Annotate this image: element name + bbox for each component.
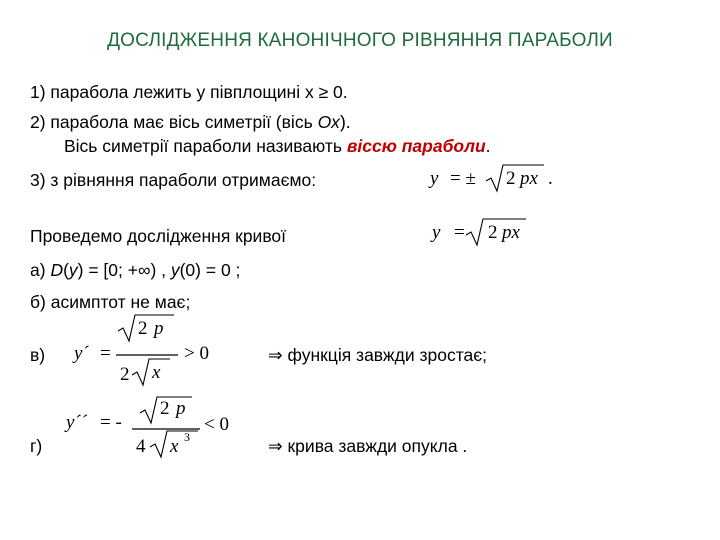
domain-range: ) = [0; +∞) ,	[77, 260, 171, 280]
item-2-line-2-text: Вісь симетрії параболи називають	[64, 136, 347, 156]
eq2-two: 2	[488, 222, 498, 243]
study-text: Проведемо дослідження кривої	[30, 226, 287, 246]
v-num-p: p	[154, 318, 164, 339]
axis-label: Ox	[317, 112, 340, 132]
item-2-text: 2) парабола має вісь симетрії (вісь	[30, 112, 318, 132]
eq1-radicand: px	[520, 168, 538, 189]
v-den-x: x	[152, 362, 161, 383]
g-num-two: 2	[160, 398, 170, 419]
sqrt-sign	[118, 314, 178, 344]
axis-term: віссю параболи	[346, 136, 486, 156]
v-lhs: y´	[74, 343, 89, 364]
g-den-four: 4	[136, 436, 146, 457]
eq2-lhs: y	[432, 222, 441, 243]
g-conclusion: ⇒ крива завжди опукла .	[268, 436, 468, 456]
g-lhs: y´´	[66, 412, 88, 433]
v-conclusion: ⇒ функція завжди зростає;	[268, 345, 488, 365]
value-var: y	[170, 260, 180, 280]
item-2	[30, 112, 351, 133]
item-a: а) D(y) = [0; +∞) , y(0) = 0 ;	[30, 260, 241, 280]
eq1-lhs: y	[430, 168, 439, 189]
item-b: б) асимптот не має;	[30, 292, 191, 312]
item-v-label: в)	[30, 345, 46, 365]
item-2-line-2-end: .	[485, 136, 491, 156]
g-den-exponent: 3	[184, 430, 190, 444]
eq1-two: 2	[506, 168, 516, 189]
g-den-x: x	[170, 436, 179, 457]
v-eq: =	[100, 343, 111, 364]
item-2-line-2	[64, 136, 491, 157]
g-compare: < 0	[204, 414, 229, 435]
sqrt-sign	[140, 396, 200, 426]
g-eq: = -	[100, 412, 122, 433]
page-title: ДОСЛІДЖЕННЯ КАНОНІЧНОГО РІВНЯННЯ ПАРАБОЛИ	[107, 30, 613, 51]
item-3: 3) з рівняння параболи отримаємо:	[30, 170, 317, 190]
item-g-label: г)	[30, 436, 43, 456]
eq1-dot: .	[548, 168, 553, 189]
eq1-eq: = ±	[450, 168, 476, 189]
v-den-two: 2	[120, 364, 130, 385]
g-num-p: p	[176, 398, 186, 419]
domain-var: y	[68, 260, 78, 280]
v-num-two: 2	[138, 318, 148, 339]
value-at-zero: (0) = 0 ;	[179, 260, 241, 280]
eq2-eq: =	[454, 222, 465, 243]
domain-symbol: D	[50, 260, 64, 280]
v-compare: > 0	[184, 343, 209, 364]
item-1: 1) парабола лежить у півплощині x ≥ 0.	[30, 82, 348, 102]
item-a-label: а)	[30, 260, 51, 280]
fraction-bar	[116, 354, 180, 356]
eq2-radicand: px	[502, 222, 520, 243]
item-2-end: ).	[339, 112, 351, 132]
